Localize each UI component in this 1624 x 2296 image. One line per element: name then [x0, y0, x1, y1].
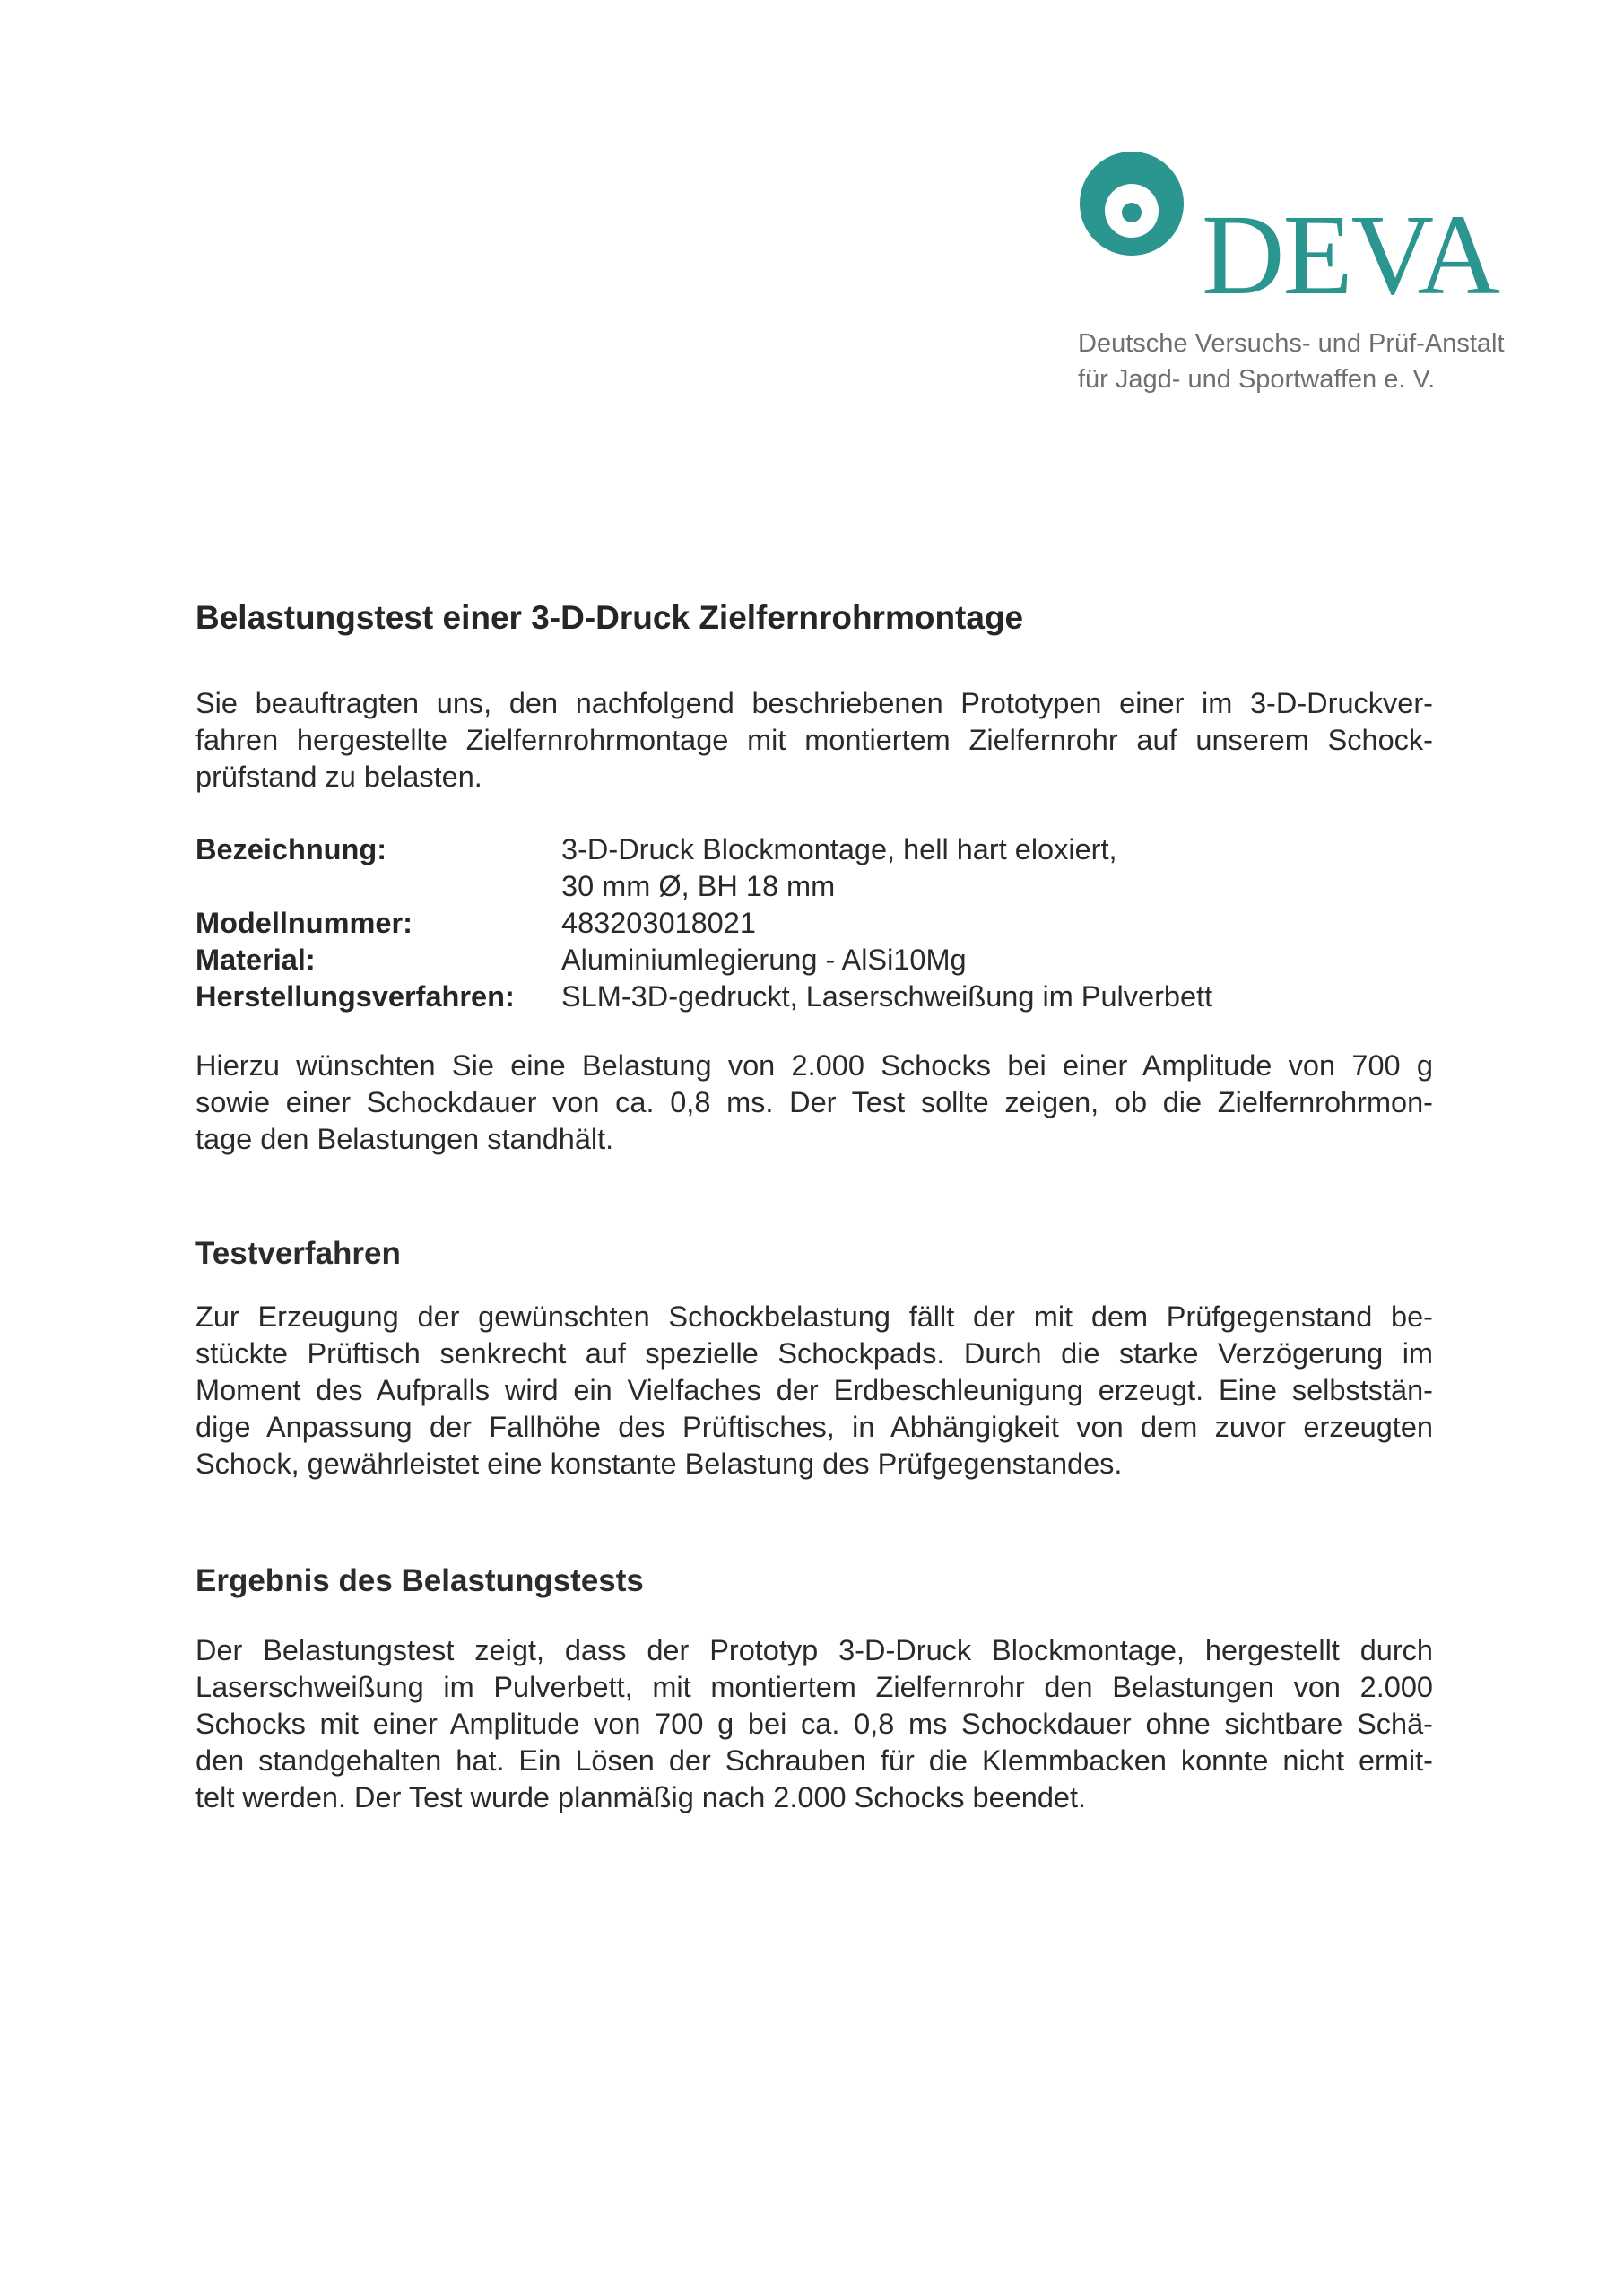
text-line: dige Anpassung der Fallhöhe des Prüftisches, in Abhängigkeit von dem zuvor erzeugten: [195, 1411, 1433, 1443]
section-heading-ergebnis: Ergebnis des Belastungstests: [195, 1563, 644, 1598]
spec-label: Material:: [195, 944, 316, 976]
text-line: Zur Erzeugung der gewünschten Schockbelastung fällt der mit dem Prüfgegenstand be-: [195, 1300, 1433, 1333]
spec-label: Bezeichnung:: [195, 833, 387, 865]
text-line: Hierzu wünschten Sie eine Belastung von 2.000 Schocks bei einer Amplitude von 700 g: [195, 1049, 1433, 1082]
eye-ring-logo-icon: [1076, 148, 1202, 265]
request-paragraph: [195, 1048, 1433, 1158]
spec-value: 30 mm Ø, BH 18 mm: [561, 870, 836, 902]
text-line: Sie beauftragten uns, den nachfolgend beschriebenen Prototypen einer im 3-D-Druckver-: [195, 687, 1433, 719]
logo-subtitle: [1078, 326, 1508, 397]
spec-label: Herstellungsverfahren:: [195, 980, 515, 1013]
spec-row-material: [195, 942, 1433, 978]
text-line: Der Belastungstest zeigt, dass der Prototyp 3-D-Druck Blockmontage, hergestellt durch: [195, 1634, 1433, 1666]
spec-label: Modellnummer:: [195, 907, 413, 939]
section-heading-testverfahren: Testverfahren: [195, 1236, 401, 1271]
text-line: prüfstand zu belasten.: [195, 761, 482, 793]
spec-value: 483203018021: [561, 907, 756, 939]
text-line: Moment des Aufpralls wird ein Vielfaches der Erdbeschleunigung erzeugt. Eine selbststän-: [195, 1374, 1433, 1406]
spec-row-herstellungsverfahren: [195, 978, 1433, 1015]
spec-value: 3-D-Druck Blockmontage, hell hart eloxiert,: [561, 833, 1117, 865]
ergebnis-paragraph: [195, 1632, 1433, 1816]
testverfahren-paragraph: [195, 1299, 1433, 1483]
spec-row-modellnummer: [195, 905, 1433, 942]
deva-logo: [1076, 148, 1507, 399]
text-line: stückte Prüftisch senkrecht auf spezielle Schockpads. Durch die starke Verzögerung im: [195, 1337, 1433, 1370]
text-line: sowie einer Schockdauer von ca. 0,8 ms. Der Test sollte zeigen, ob die Zielfernrohrmon-: [195, 1086, 1433, 1118]
spec-table: [195, 831, 1433, 1015]
logo-subtitle-line: Deutsche Versuchs- und Prüf-Anstalt: [1078, 329, 1505, 358]
spec-row-bezeichnung-cont: [195, 868, 1433, 905]
spec-value: SLM-3D-gedruckt, Laserschweißung im Pulverbett: [561, 980, 1213, 1013]
text-line: Schock, gewährleistet eine konstante Belastung des Prüfgegenstandes.: [195, 1448, 1123, 1480]
logo-wordmark: DEVA: [1202, 191, 1498, 318]
text-line: telt werden. Der Test wurde planmäßig nach 2.000 Schocks beendet.: [195, 1781, 1087, 1813]
text-line: Laserschweißung im Pulverbett, mit montiertem Zielfernrohr den Belastungen von 2.000: [195, 1671, 1433, 1703]
text-line: Schocks mit einer Amplitude von 700 g bei ca. 0,8 ms Schockdauer ohne sichtbare Schä-: [195, 1708, 1433, 1740]
spec-value: Aluminiumlegierung - AlSi10Mg: [561, 944, 967, 976]
document-title: Belastungstest einer 3-D-Druck Zielfernrohrmontage: [195, 599, 1024, 636]
spec-row-bezeichnung: [195, 831, 1433, 868]
logo-subtitle-line: für Jagd- und Sportwaffen e. V.: [1078, 365, 1436, 394]
text-line: den standgehalten hat. Ein Lösen der Schrauben für die Klemmbacken konnte nicht ermit-: [195, 1744, 1433, 1777]
intro-paragraph: [195, 685, 1433, 796]
text-line: tage den Belastungen standhält.: [195, 1123, 614, 1155]
text-line: fahren hergestellte Zielfernrohrmontage mit montiertem Zielfernrohr auf unserem Schock-: [195, 724, 1433, 756]
